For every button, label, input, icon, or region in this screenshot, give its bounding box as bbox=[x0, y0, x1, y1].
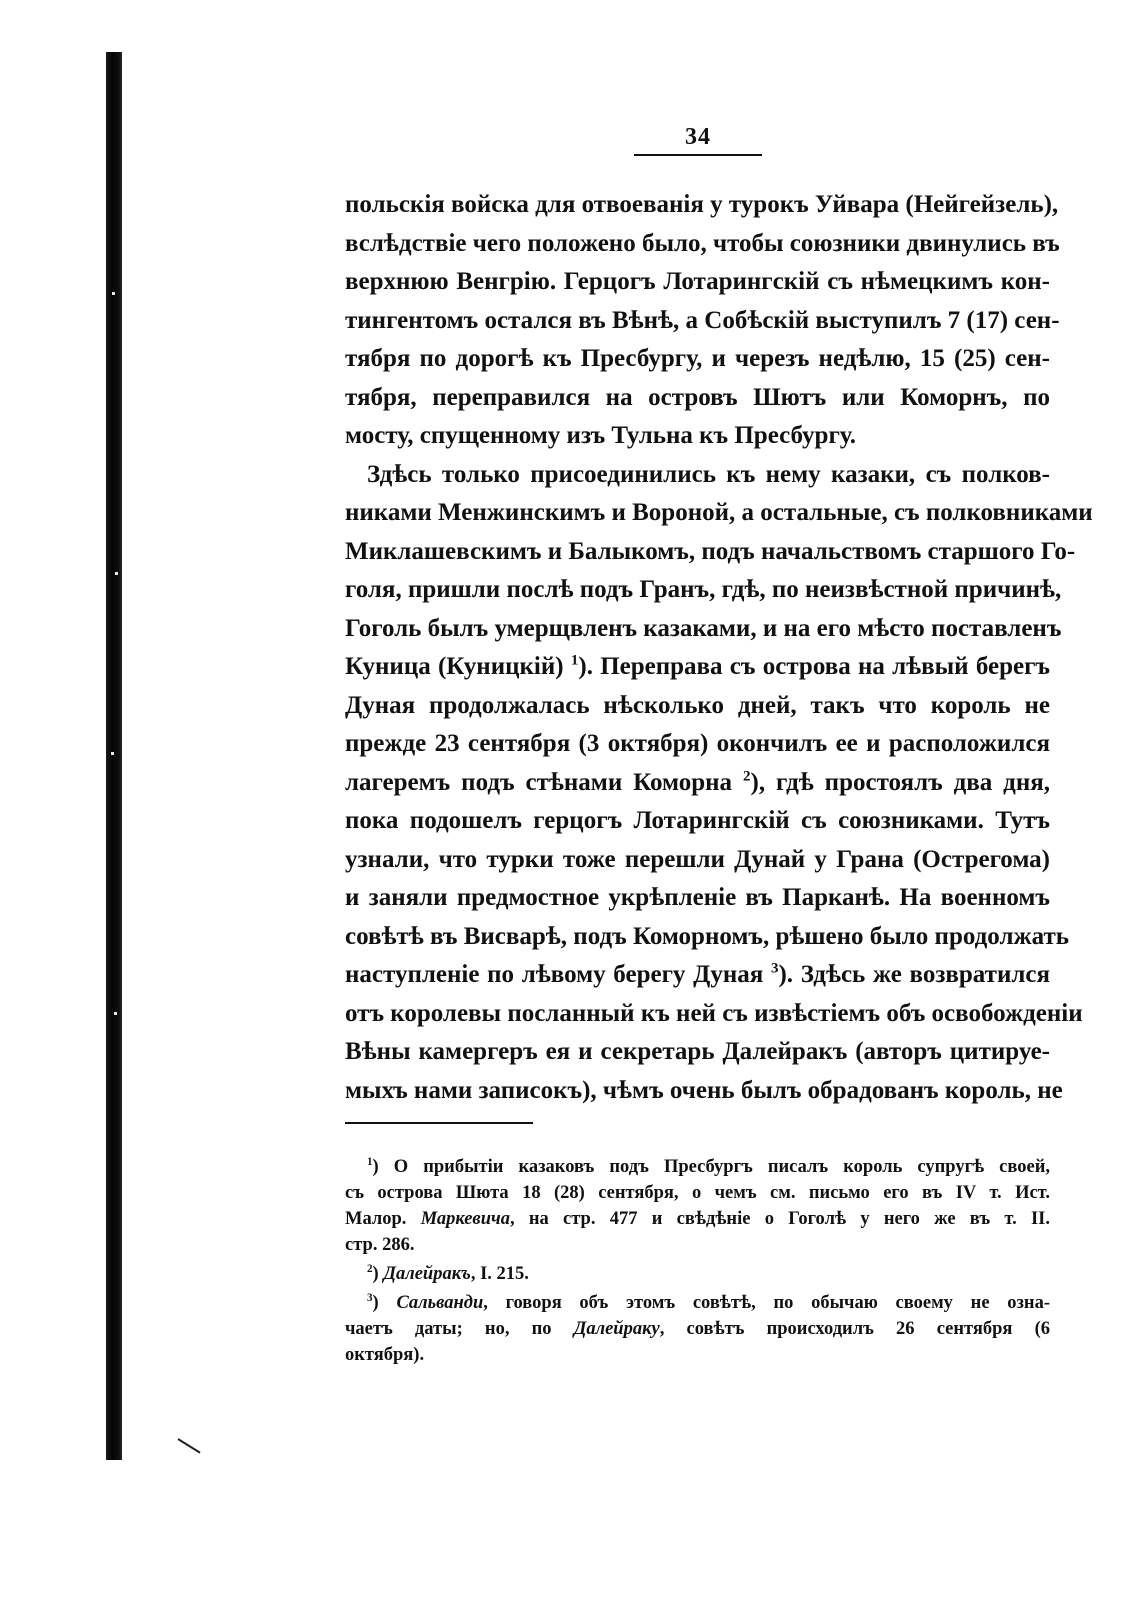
text-line: польскія войска для отвоеванія у турокъ Уйвара (Нейгейзель), bbox=[345, 191, 1059, 218]
footnote-mark: 1 bbox=[367, 1155, 373, 1168]
scan-speck bbox=[111, 752, 114, 755]
scan-speck bbox=[114, 1012, 117, 1015]
text-segment: Малор. bbox=[345, 1209, 407, 1229]
cited-author: Сальванди bbox=[396, 1293, 484, 1313]
text-line: отъ королевы посланный къ ней съ извѣстіемъ объ освобожденіи bbox=[345, 999, 1083, 1027]
text-line: тября, переправился на островъ Шютъ или Коморнъ, по bbox=[345, 383, 1050, 411]
page-number: 34 bbox=[685, 124, 711, 150]
text-line: Вѣны камергеръ ея и секретарь Далейракъ (авторъ цитируе- bbox=[345, 1038, 1050, 1065]
text-segment: ) bbox=[372, 1264, 384, 1284]
text-segment: , совѣтъ происходилъ 26 сентября (6 bbox=[659, 1319, 1050, 1339]
text-line: Миклашевскимъ и Балыкомъ, подъ начальствомъ старшого Го- bbox=[345, 537, 1076, 565]
footnote-separator bbox=[345, 1122, 533, 1124]
text-line: прежде 23 сентября (3 октября) окончилъ ее и расположился bbox=[345, 730, 1050, 757]
footnote-line bbox=[345, 1206, 1050, 1232]
text-line: мыхъ нами записокъ), чѣмъ очень былъ обрадованъ король, не bbox=[345, 1076, 1063, 1104]
footnote-mark: 2 bbox=[367, 1262, 373, 1275]
text-line: узнали, что турки тоже перешли Дунай у Грана (Острегома) bbox=[345, 845, 1050, 873]
text-line: верхнюю Венгрію. Герцогъ Лотарингскій съ нѣмецкимъ кон- bbox=[345, 268, 1050, 295]
scan-binding-edge bbox=[106, 52, 122, 1460]
footnote-line: октября). bbox=[345, 1345, 425, 1365]
footnote-line bbox=[345, 1154, 1050, 1180]
footnote-line: съ острова Шюта 18 (28) сентября, о чемъ см. письмо его въ IV т. Ист. bbox=[345, 1183, 1050, 1203]
text-line: Гоголь былъ умерщвленъ казаками, и на его мѣсто поставленъ bbox=[345, 614, 1062, 642]
text-segment: ) bbox=[372, 1293, 397, 1313]
text-line bbox=[345, 648, 1050, 687]
scan-speck bbox=[115, 572, 118, 575]
text-line: мосту, спущенному изъ Тульна къ Пресбургу. bbox=[345, 422, 857, 449]
scan-speck bbox=[112, 292, 115, 295]
footnote-line bbox=[345, 1261, 1050, 1287]
text-line: тября по дорогѣ къ Пресбургу, и черезъ недѣлю, 15 (25) сен- bbox=[345, 345, 1050, 372]
text-segment: наступленіе по лѣвому берегу Дуная bbox=[345, 961, 764, 988]
cited-author: Далейракъ bbox=[383, 1264, 471, 1284]
page-number-rule bbox=[634, 154, 762, 156]
text-segment: ) О прибытіи казаковъ подъ Пресбургъ писалъ король супругѣ своей, bbox=[372, 1157, 1050, 1177]
text-segment: , на стр. 477 и свѣдѣніе о Гоголѣ у него же въ т. II. bbox=[509, 1209, 1051, 1229]
text-line: голя, пришли послѣ подъ Гранъ, гдѣ, по неизвѣстной причинѣ, bbox=[345, 576, 1062, 603]
text-line: Дуная продолжалась нѣсколько дней, такъ что король не bbox=[345, 691, 1050, 719]
text-line bbox=[345, 956, 1050, 995]
footnote-line: стр. 286. bbox=[345, 1235, 415, 1255]
cited-author: Далейраку bbox=[573, 1319, 660, 1339]
text-segment: ). Здѣсь же возвратился bbox=[778, 961, 1050, 988]
text-segment: лагеремъ подъ стѣнами Коморна bbox=[345, 768, 733, 796]
text-segment: ), гдѣ простоялъ два дня, bbox=[750, 768, 1051, 796]
footnote-line bbox=[345, 1290, 1050, 1316]
footnote-3 bbox=[345, 1290, 1050, 1368]
footnotes bbox=[345, 1154, 1050, 1371]
text-line: Здѣсь только присоединились къ нему казаки, съ полков- bbox=[367, 460, 1050, 488]
main-text bbox=[345, 186, 1093, 1110]
text-segment: , говоря объ этомъ совѣтѣ, по обычаю своему не озна- bbox=[483, 1293, 1050, 1313]
text-line: тингентомъ остался въ Вѣнѣ, а Собѣскій выступилъ 7 (17) сен- bbox=[345, 306, 1060, 334]
text-line: совѣтѣ въ Висварѣ, подъ Коморномъ, рѣшено было продолжать bbox=[345, 922, 1069, 950]
footnote-ref: 3 bbox=[770, 960, 779, 977]
text-segment: , I. 215. bbox=[470, 1264, 529, 1284]
text-line: никами Менжинскимъ и Вороной, а остальные, съ полковниками bbox=[345, 499, 1093, 526]
text-segment: чаетъ даты; но, по bbox=[345, 1319, 552, 1339]
text-segment: Куница (Куницкій) bbox=[345, 653, 564, 680]
text-line: и заняли предмостное укрѣпленіе въ Парканѣ. На военномъ bbox=[345, 884, 1050, 911]
footnote-1 bbox=[345, 1154, 1050, 1258]
cited-author: Маркевича bbox=[420, 1209, 510, 1229]
footnote-2 bbox=[345, 1261, 1050, 1287]
footnote-ref: 2 bbox=[743, 768, 751, 785]
footnote-mark: 3 bbox=[367, 1291, 373, 1304]
text-segment: ). Переправа съ острова на лѣвый берегъ bbox=[578, 653, 1051, 680]
text-line: вслѣдствіе чего положено было, чтобы союзники двинулись въ bbox=[345, 229, 1060, 257]
text-line: пока подошелъ герцогъ Лотарингскій съ союзниками. Тутъ bbox=[345, 807, 1050, 834]
footnote-ref: 1 bbox=[570, 652, 579, 669]
footnote-line bbox=[345, 1316, 1050, 1342]
text-line bbox=[345, 764, 1050, 803]
stray-ink-mark bbox=[177, 1438, 200, 1453]
